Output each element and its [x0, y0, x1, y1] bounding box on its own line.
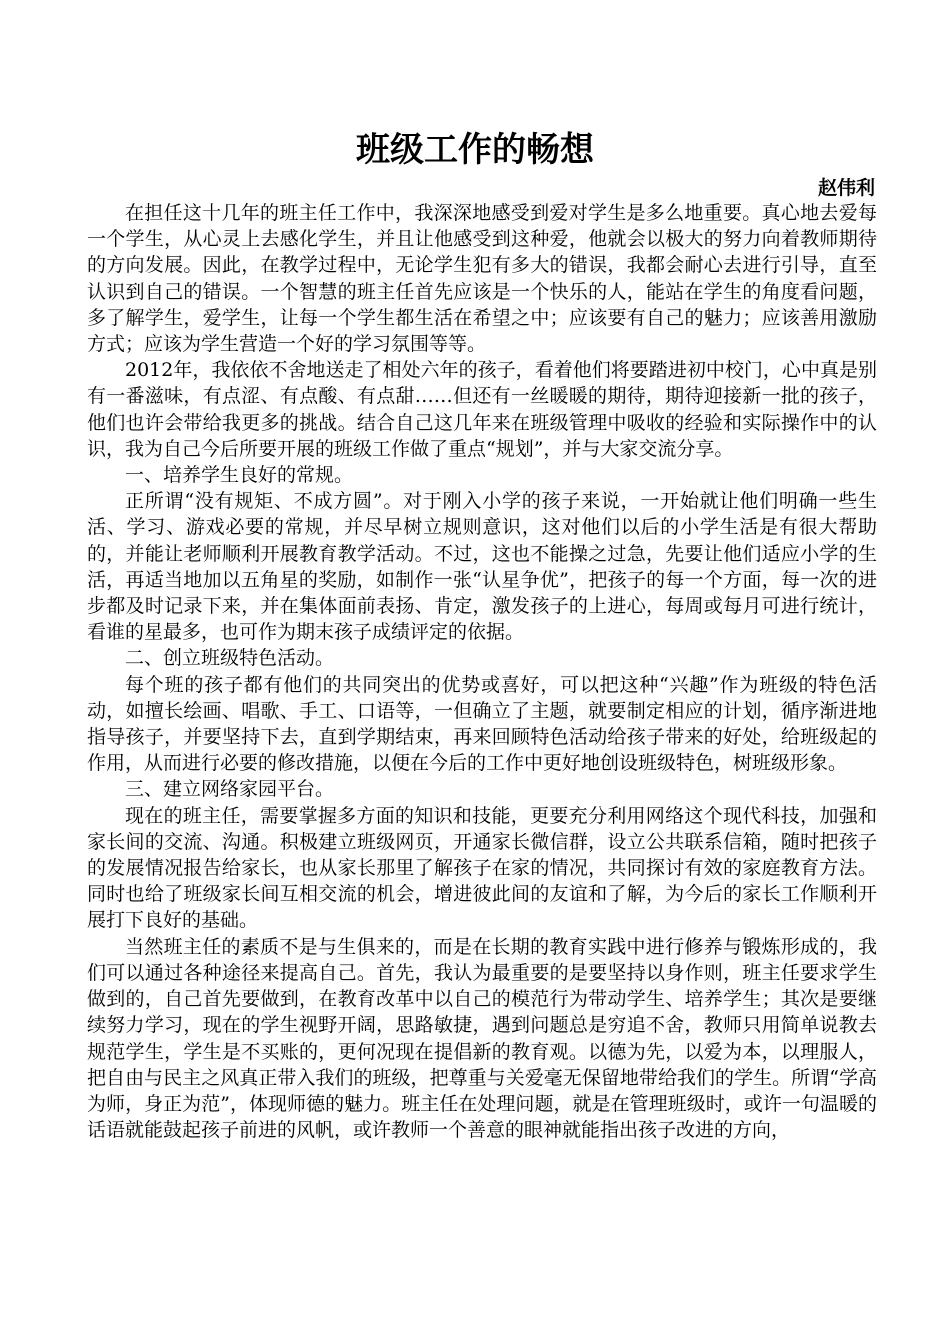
- document-body: [87, 200, 877, 1143]
- author-name: 赵伟利: [817, 177, 875, 199]
- paragraph-conclusion: 当然班主任的素质不是与生俱来的，而是在长期的教育实践中进行修养与锻炼形成的，我们可以通过各种途径来提高自己。首先，我认为最重要的是要坚持以身作则，班主任要求学生做到的，自己首先要做到，在教育改革中以自己的模范行为带动学生、培养学生；其次是要继续努力学习，现在的学生视野开阔，思路敏捷，遇到问题总是穷追不舍，教师只用简单说教去规范学生，学生是不买账的，更何况现在提倡新的教育观。以德为先，以爱为本，以理服人，把自由与民主之风真正带入我们的班级，把尊重与关爱毫无保留地带给我们的学生。所谓“学高为师，身正为范”，体现师德的魅力。班主任在处理问题，就是在管理班级时，或许一句温暖的话语就能鼓起孩子前进的风帆，或许教师一个善意的眼神就能指出孩子改进的方向，: [87, 935, 877, 1142]
- section-heading-activities: 二、创立班级特色活动。: [125, 647, 335, 670]
- document-title: 班级工作的畅想: [356, 130, 594, 170]
- paragraph-routines: 正所谓“没有规矩、不成方圆”。对于刚入小学的孩子来说，一开始就让他们明确一些生活、学习、游戏必要的常规，并尽早树立规则意识，这对他们以后的小学生活是有很大帮助的，并能让老师顺利开展教育教学活动。不过，这也不能操之过急，先要让他们适应小学的生活，再适当地加以五角星的奖励，如制作一张“认星争优”，把孩子的每一个方面，每一次的进步都及时记录下来，并在集体面前表扬、肯定，激发孩子的上进心，每周或每月可进行统计，看谁的星最多，也可作为期末孩子成绩评定的依据。: [87, 490, 877, 644]
- section-heading-routines: 一、培养学生良好的常规。: [125, 464, 354, 487]
- section-heading-network: 三、建立网络家园平台。: [125, 778, 335, 801]
- paragraph-plan: 2012年，我依依不舍地送走了相处六年的孩子，看着他们将要踏进初中校门，心中真是别有一番滋味，有点涩、有点酸、有点甜……但还有一丝暖暖的期待，期待迎接新一批的孩子，他们也许会带给我更多的挑战。结合自己这几年来在班级管理中吸收的经验和实际操作中的认识，我为自己今后所要开展的班级工作做了重点“规划”，并与大家交流分享。: [87, 359, 877, 460]
- paragraph-activities: 每个班的孩子都有他们的共同突出的优势或喜好，可以把这种“兴趣”作为班级的特色活动，如擅长绘画、唱歌、手工、口语等，一但确立了主题，就要制定相应的计划，循序渐进地指导孩子，并要坚持下去，直到学期结束，再来回顾特色活动给孩子带来的好处，给班级起的作用，从而进行必要的修改措施，以便在今后的工作中更好地创设班级特色，树班级形象。: [87, 673, 877, 775]
- paragraph-intro: 在担任这十几年的班主任工作中，我深深地感受到爱对学生是多么地重要。真心地去爱每一个学生，从心灵上去感化学生，并且让他感受到这种爱，他就会以极大的努力向着教师期待的方向发展。因此，在教学过程中，无论学生犯有多大的错误，我都会耐心去进行引导，直至认识到自己的错误。一个智慧的班主任首先应该是一个快乐的人，能站在学生的角度看问题，多了解学生，爱学生，让每一个学生都生活在希望之中；应该要有自己的魅力；应该善用激励方式；应该为学生营造一个好的学习氛围等等。: [87, 202, 877, 356]
- paragraph-network: 现在的班主任，需要掌握多方面的知识和技能，更要充分利用网络这个现代科技，加强和家长间的交流、沟通。积极建立班级网页，开通家长微信群，设立公共联系信箱，随时把孩子的发展情况报告给家长，也从家长那里了解孩子在家的情况，共同探讨有效的家庭教育方法。同时也给了班级家长间互相交流的机会，增进彼此间的友谊和了解，为今后的家长工作顺利开展打下良好的基础。: [87, 804, 877, 932]
